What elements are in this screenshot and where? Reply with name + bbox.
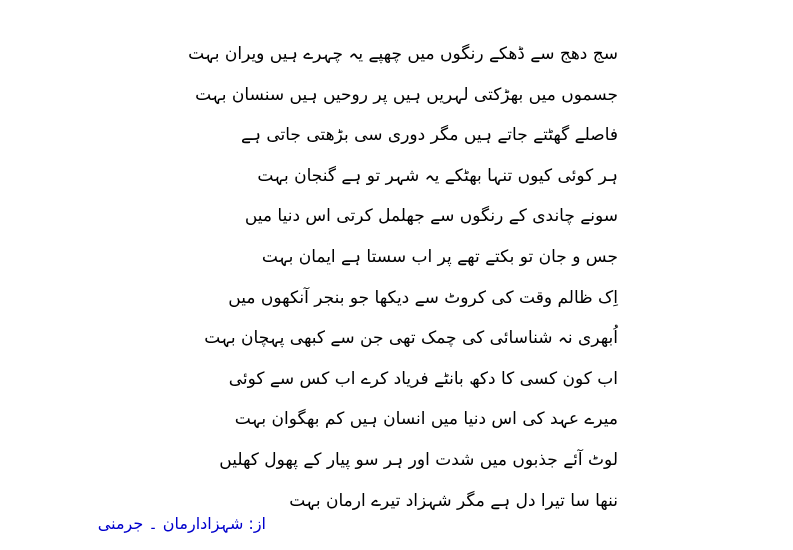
poem-line-9: اب کون کسی کا دکھ بانٹے فریاد کرے اب کس سے کوئی [228,368,618,389]
poem-line-2: جسموں میں بھڑکتی لہریں ہیں پر روحیں ہیں سنسان بہت [195,84,618,105]
poem-line-4: ہر کوئی کیوں تنہا بھٹکے یہ شہر تو ہے گنجان بہت [257,165,618,186]
poem-line-12: ننھا سا تیرا دل ہے مگر شہزاد تیرے ارمان بہت [289,490,618,511]
poem-line-1: سج دھج سے ڈھکے رنگوں میں چھپے یہ چہرے ہیں ویران بہت [188,44,618,64]
poem-line-6: جس و جان تو بکتے تھے پر اب سستا ہے ایمان بہت [261,246,618,267]
poem-line-11: لوٹ آئے جذبوں میں شدت اور ہر سو پیار کے پھول کھلیں [219,449,618,470]
poem-line-10: میرے عہد کی اس دنیا میں انسان ہیں کم بھگوان بہت [234,409,618,430]
poem-line-5: سونے چاندی کے رنگوں سے جھلمل کرتی اس دنیا میں [244,206,618,227]
poem-line-3: فاصلے گھٹتے جاتے ہیں مگر دوری سی بڑھتی جاتی ہے [241,125,618,146]
poem-line-7: اِک ظالم وقت کی کروٹ سے دیکھا جو بنجر آنکھوں میں [228,287,618,308]
poem-line-8: اُبھری نہ شناسائی کی چمک تھی جن سے کبھی پہچان بہت [204,328,618,349]
poem-text [188,34,618,521]
poem-attribution: از: شہزادارمان ۔ جرمنی [97,514,266,533]
